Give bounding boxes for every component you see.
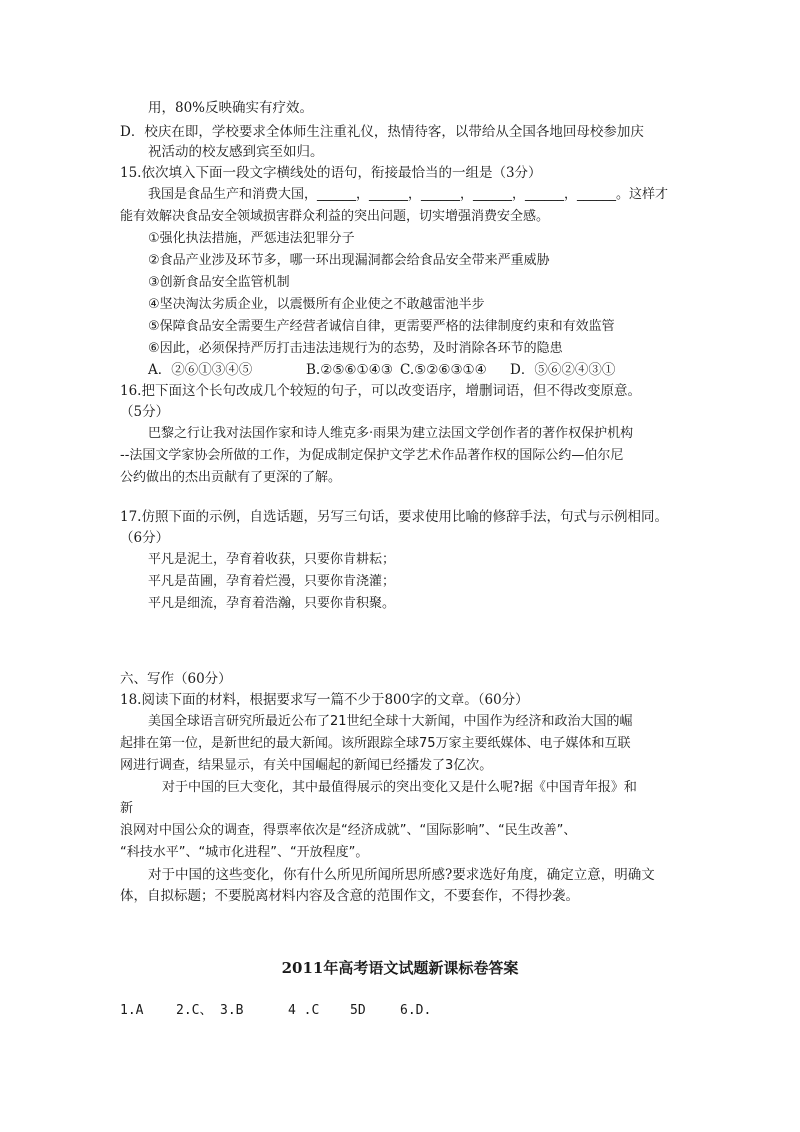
q17-example-2: 平凡是苗圃，孕育着烂漫，只要你肯浇灌； xyxy=(148,574,396,589)
q15-stem: 15.依次填入下面一段文字横线处的语句，衔接最恰当的一组是（3分） xyxy=(120,165,542,181)
q15-item-3: ③创新食品安全监管机制 xyxy=(148,275,290,290)
q14-option-d-line1: D．校庆在即，学校要求全体师生注重礼仪，热情待客，以带给从全国各地回母校参加庆 xyxy=(120,124,644,140)
q15-passage-line2: 能有效解决食品安全领域损害群众利益的突出问题，切实增强消费安全感。 xyxy=(120,209,550,224)
answers-title: 2011年高考语文试题新课标卷答案 xyxy=(281,959,519,977)
q15-item-2: ②食品产业涉及环节多，哪一环出现漏洞都会给食品安全带来严重威胁 xyxy=(148,253,550,268)
q18-para1-line2: 起排在第一位，是新世纪的最大新闻。该所跟踪全球75万家主要纸媒体、电子媒体和互联 xyxy=(120,736,631,751)
answer-2: 2.C、 xyxy=(176,1003,213,1018)
answers-row xyxy=(120,1002,431,1020)
answer-6: 6.D. xyxy=(400,1003,432,1018)
answer-1: 1.A xyxy=(120,1003,144,1018)
q16-points: （5分） xyxy=(120,404,170,420)
q18-para2-line2: 新 xyxy=(120,801,134,816)
q17-example-1: 平凡是泥土，孕育着收获，只要你肯耕耘； xyxy=(148,552,396,567)
q15-option-d: D．⑤⑥②④③① xyxy=(510,362,616,378)
q17-points: （6分） xyxy=(120,530,170,546)
q18-para3-line2: 体，自拟标题；不要脱离材料内容及含意的范围作文，不要套作，不得抄袭。 xyxy=(120,888,579,904)
q18-para2-line3: 浪网对中国公众的调查，得票率依次是“经济成就”、“国际影响”、“民生改善”、 xyxy=(120,823,577,838)
q18-para1-line1: 美国全球语言研究所最近公布了21世纪全球十大新闻，中国作为经济和政治大国的崛 xyxy=(148,714,633,729)
q17-stem: 17.仿照下面的示例，自选话题，另写三句话，要求使用比喻的修辞手法，句式与示例相同。 xyxy=(120,509,668,525)
answer-4: 4 .C xyxy=(288,1003,320,1018)
q15-item-5: ⑤保障食品安全需要生产经营者诚信自律，更需要严格的法律制度约束和有效监管 xyxy=(148,319,615,334)
q18-para1-line3: 网进行调查，结果显示，有关中国崛起的新闻已经播发了3亿次。 xyxy=(120,758,493,773)
q15-option-c: C.⑤②⑥③①④ xyxy=(400,362,487,378)
q16-passage-line1: 巴黎之行让我对法国作家和诗人维克多·雨果为建立法国文学创作者的著作权保护机构 xyxy=(148,426,634,441)
q15-item-6: ⑥因此，必须保持严厉打击违法违规行为的态势，及时消除各环节的隐患 xyxy=(148,341,563,356)
answer-5: 5D xyxy=(350,1003,366,1018)
q18-para2-line1: 对于中国的巨大变化，其中最值得展示的突出变化又是什么呢?据《中国青年报》和 xyxy=(162,780,637,795)
q14-option-d-line2: 祝活动的校友感到宾至如归。 xyxy=(148,144,324,160)
q18-para2-line4: “科技水平”、“城市化进程”、“开放程度”。 xyxy=(120,845,369,860)
q17-example-3: 平凡是细流，孕育着浩瀚，只要你肯积聚。 xyxy=(148,596,396,611)
q16-passage-line2: --法国文学家协会所做的工作，为促成制定保护文学艺术作品著作权的国际公约—伯尔尼 xyxy=(120,448,624,463)
q15-option-a: A．②⑥①③④⑤ xyxy=(148,362,253,378)
q16-passage-line3: 公约做出的杰出贡献有了更深的了解。 xyxy=(120,470,342,485)
q15-option-b: B.②⑤⑥①④③ xyxy=(306,362,393,378)
answer-3: 3.B xyxy=(220,1003,244,1018)
q15-item-4: ④坚决淘汰劣质企业，以震慑所有企业使之不敢越雷池半步 xyxy=(148,297,485,312)
q18-stem: 18.阅读下面的材料，根据要求写一篇不少于800字的文章。（60分） xyxy=(120,692,529,708)
q18-para3-line1: 对于中国的这些变化，你有什么所见所闻所思所感?要求选好角度，确定立意，明确文 xyxy=(148,867,655,883)
q14-continuation: 用，80%反映确实有疗效。 xyxy=(148,100,314,116)
q15-item-1: ①强化执法措施，严惩违法犯罪分子 xyxy=(148,231,355,246)
section6-heading: 六、写作（60分） xyxy=(120,671,232,687)
q15-passage-line1: 我国是食品生产和消费大国，______，______，______，______，______，______。这样才 xyxy=(148,187,669,202)
q16-stem: 16.把下面这个长句改成几个较短的句子，可以改变语序，增删词语，但不得改变原意。 xyxy=(120,383,641,399)
